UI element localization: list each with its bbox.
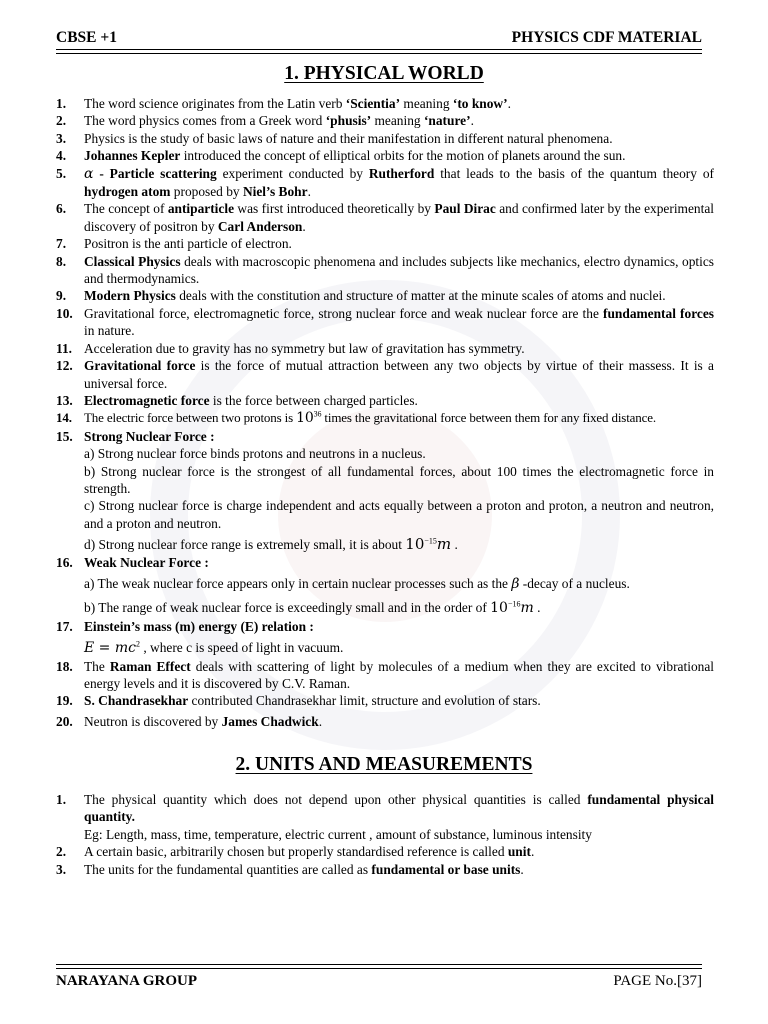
list-item: 11. Acceleration due to gravity has no symmetry but law of gravitation has symmetry. bbox=[56, 340, 525, 356]
header-course: CBSE +1 bbox=[56, 29, 117, 46]
list-item: 19. S. Chandrasekhar contributed Chandrasekhar limit, structure and evolution of stars. bbox=[56, 693, 541, 709]
list-item: 13. Electromagnetic force is the force between charged particles. bbox=[56, 392, 418, 408]
list-item: 1. The word science originates from the Latin verb ‘Scientia’ meaning ‘to know’. bbox=[56, 96, 511, 111]
list-item: 3. Physics is the study of basic laws of nature and their manifestation in different natural phenomena. bbox=[56, 130, 613, 146]
sub-point: b) The range of weak nuclear force is exceedingly small and in the order of $10^{-16}m$ . bbox=[84, 599, 541, 617]
list-item: 10. Gravitational force, electromagnetic force, strong nuclear force and weak nuclear force are the fundamental forces in nature. bbox=[56, 305, 715, 339]
units-measurements-list bbox=[56, 791, 714, 878]
list-item: 17. Einstein’s mass (m) energy (E) relation : $E = mc^2$ , where c is speed of light in vacuum. bbox=[56, 618, 714, 658]
list-item: 18. The Raman Effect deals with scattering of light by molecules of a medium when they are excited to vibrational energy levels and it is discovered by C.V. Raman. bbox=[56, 658, 714, 691]
einstein-equation: $E = mc^2$ , where c is speed of light in vacuum. bbox=[84, 639, 344, 657]
list-item: 15. Strong Nuclear Force : a) Strong nuclear force binds protons and neutrons in a nucleus. b) Strong nuclear force is the strongest of all fundamental forces, about 100 times the electromagnetic force in strength. c) Strong nuclear force is charge independent and acts equally between a proton and proton, a neutron and neutron, and a proton and neutron. d) Strong nuclear force range is extremely small, it is about $10^{-15}m$ . bbox=[56, 428, 714, 554]
physical-world-list bbox=[56, 95, 714, 730]
list-item: 7. Positron is the anti particle of electron. bbox=[56, 236, 292, 252]
example-line: Eg: Length, mass, time, temperature, electric current , amount of substance, luminous intensity bbox=[84, 826, 592, 842]
page-header bbox=[56, 27, 702, 50]
list-item: 12. Gravitational force is the force of mutual attraction between any two objects by virtue of their massess. It is a universal force. bbox=[56, 358, 714, 391]
list-item: 1. The physical quantity which does not depend upon other physical quantities is called fundamental physical quantity. Eg: Length, mass, time, temperature, electric current , amount of substance, luminous intensity bbox=[56, 792, 714, 842]
list-item: 5. α - Particle scattering experiment conducted by Rutherford that leads to the basis of the quantum theory of hydrogen atom proposed by Niel’s Bohr. bbox=[56, 165, 714, 200]
list-item: 9. Modern Physics deals with the constitution and structure of matter at the minute scales of atoms and nuclei. bbox=[56, 288, 666, 304]
alpha-symbol: α bbox=[84, 165, 94, 182]
section-title-physical-world: 1. PHYSICAL WORLD bbox=[284, 63, 484, 84]
page-number: PAGE No.[37] bbox=[613, 973, 702, 989]
list-item: 2. The word physics comes from a Greek word ‘phusis’ meaning ‘nature’. bbox=[56, 113, 474, 129]
footer-publisher: NARAYANA GROUP bbox=[56, 973, 197, 989]
sub-point: c) Strong nuclear force is charge independent and acts equally between a proton and proton, a neutron and neutron, and a proton and neutron. bbox=[84, 498, 714, 531]
sub-point: a) The weak nuclear force appears only in certain nuclear processes such as the β -decay of a nucleus. bbox=[84, 575, 630, 592]
sub-point: d) Strong nuclear force range is extremely small, it is about $10^{-15}m$ . bbox=[84, 535, 458, 554]
sub-point: a) Strong nuclear force binds protons and neutrons in a nucleus. bbox=[84, 446, 426, 462]
list-item: 6. The concept of antiparticle was first introduced theoretically by Paul Dirac and confirmed later by the experimental discovery of positron by Carl Anderson. bbox=[56, 201, 714, 234]
list-item: 14. The electric force between two protons is $10^{36}$ times the gravitational force between them for any fixed distance. bbox=[56, 409, 656, 427]
list-item: 4. Johannes Kepler introduced the concept of elliptical orbits for the motion of planets around the sun. bbox=[56, 148, 626, 164]
list-item: 20. Neutron is discovered by James Chadwick. bbox=[56, 713, 323, 729]
list-item: 16. Weak Nuclear Force : a) The weak nuclear force appears only in certain nuclear processes such as the β -decay of a nucleus. b) The range of weak nuclear force is exceedingly small and in the order of $10^{-16}m$ . bbox=[56, 554, 714, 618]
page-footer bbox=[56, 968, 702, 993]
section-title-units-and-measurements: 2. UNITS AND MEASUREMENTS bbox=[235, 754, 533, 775]
list-item: 8. Classical Physics deals with macroscopic phenomena and includes subjects like mechanics, electro dynamics, optics and thermodynamics. bbox=[56, 253, 715, 287]
sub-point: b) Strong nuclear force is the strongest of all fundamental forces, about 100 times the electromagnetic force in strength. bbox=[84, 463, 714, 496]
list-item: 2. A certain basic, arbitrarily chosen but properly standardised reference is called unit. bbox=[56, 844, 535, 860]
header-subject: PHYSICS CDF MATERIAL bbox=[511, 29, 702, 46]
list-item: 3. The units for the fundamental quantities are called as fundamental or base units. bbox=[56, 861, 524, 877]
beta-symbol: β bbox=[511, 575, 520, 592]
